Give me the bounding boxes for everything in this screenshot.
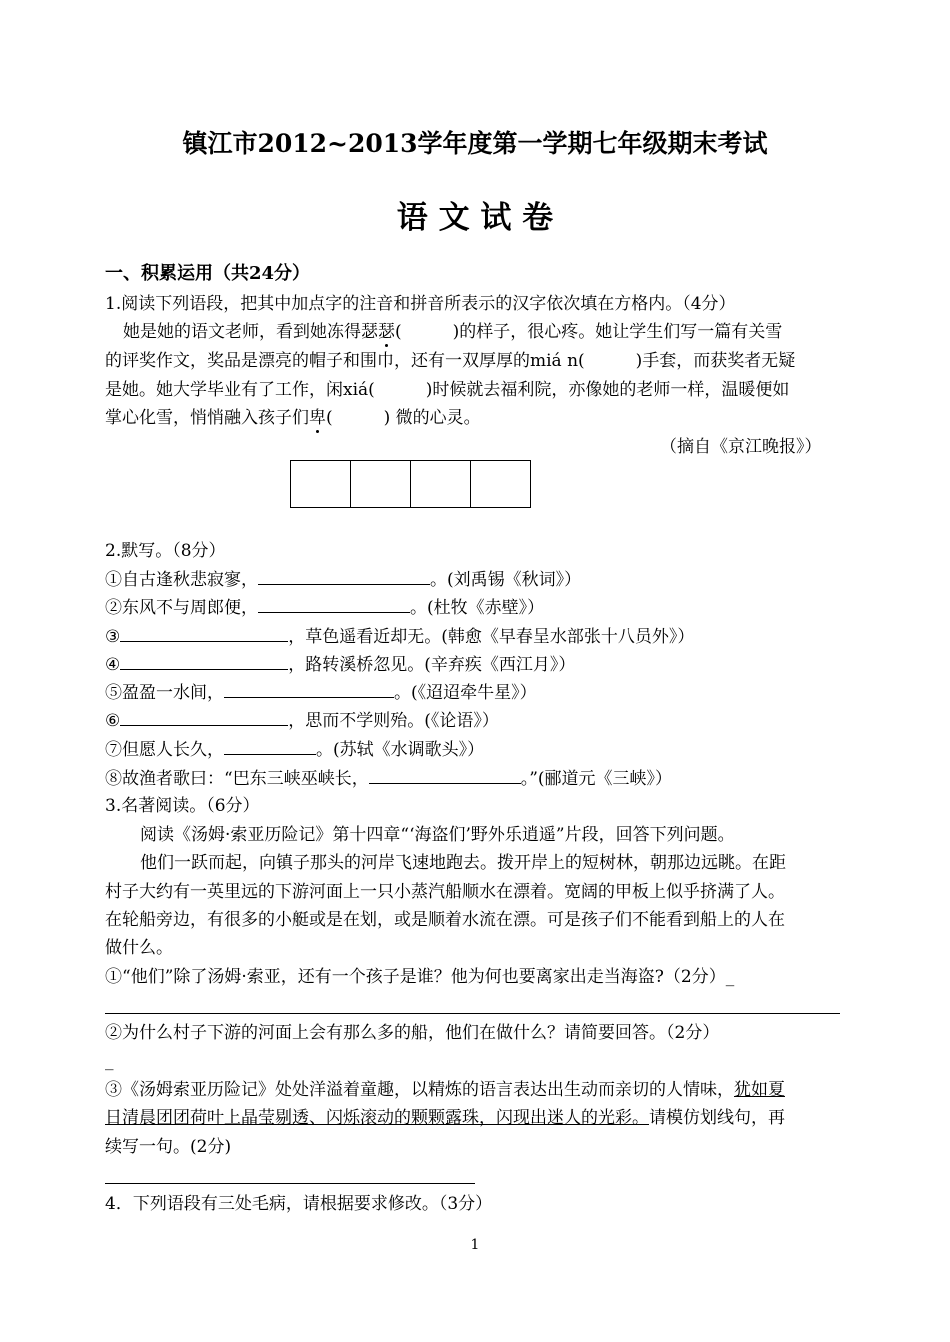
fill-blank[interactable] <box>258 596 410 613</box>
q3-intro: 阅读《汤姆·索亚历险记》第十四章“‘海盗们’野外乐逍遥”片段，回答下列问题。 <box>140 825 735 845</box>
fill-blank[interactable] <box>224 681 394 698</box>
answer-line[interactable] <box>105 1013 840 1014</box>
fill-blank[interactable] <box>120 625 288 642</box>
q3-subquestion-2: ②为什么村子下游的河面上会有那么多的船，他们在做什么？请简要回答。（2分） <box>105 1023 720 1043</box>
q1-passage-line1: 她是她的语文老师，看到她冻得瑟瑟( )的样子，很心疼。她让学生们写一篇有关雪 <box>123 322 783 342</box>
dotted-char: 卑 <box>309 408 326 428</box>
q2-prompt: 2.默写。（8分） <box>105 541 226 561</box>
q2-item-8: ⑧故渔者歌曰：“巴东三峡巫峡长， 。”(郦道元《三峡》） <box>105 769 673 789</box>
q1-source: （摘自《京江晚报》） <box>660 437 822 457</box>
q3-excerpt-line4: 做什么。 <box>105 938 173 958</box>
fill-blank[interactable] <box>369 767 521 784</box>
q2-item-6: ⑥ ，思而不学则殆。(《论语》） <box>105 711 499 731</box>
q3-excerpt-line3: 在轮船旁边，有很多的小艇或是在划，或是顺着水流在漂。可是孩子们不能看到船上的人在 <box>105 910 785 930</box>
answer-box[interactable] <box>351 461 411 507</box>
q1-prompt: 1.阅读下列语段，把其中加点字的注音和拼音所表示的汉字依次填在方格内。（4分） <box>105 294 736 314</box>
q3-subquestion-1: ①“他们”除了汤姆·索亚，还有一个孩子是谁？他为何也要离家出走当海盗?（2分）_ <box>105 967 735 987</box>
section-heading: 一、积累运用（共24分） <box>105 263 311 284</box>
page-number: 1 <box>470 1237 480 1253</box>
answer-mark: _ <box>105 1051 114 1071</box>
q1-passage-line2: 的评奖作文，奖品是漂亮的帽子和围巾，还有一双厚厚的miá n( )手套，而获奖者无疑 <box>105 351 796 371</box>
answer-box[interactable] <box>291 461 351 507</box>
fill-blank[interactable] <box>258 568 430 585</box>
q2-item-2: ②东风不与周郎便， 。(杜牧《赤壁》） <box>105 598 545 618</box>
q2-item-3: ③ ，草色遥看近却无。(韩愈《早春呈水部张十八员外》） <box>105 627 695 647</box>
q2-item-1: ①自古逢秋悲寂寥， 。(刘禹锡《秋词》） <box>105 570 582 590</box>
q2-item-4: ④ ，路转溪桥忽见。(辛弃疾《西江月》） <box>105 655 576 675</box>
exam-subtitle: 语 文 试 卷 <box>396 200 554 236</box>
fill-blank[interactable] <box>120 709 288 726</box>
q3-subquestion-3-line3: 续写一句。(2分) <box>105 1137 232 1157</box>
q3-subquestion-3-line2: 日清晨团团荷叶上晶莹剔透、闪烁滚动的颗颗露珠，闪现出迷人的光彩。请模仿划线句，再 <box>105 1108 785 1128</box>
q3-excerpt-line2: 村子大约有一英里远的下游河面上一只小蒸汽船顺水在漂着。宽阔的甲板上似乎挤满了人。 <box>105 882 785 902</box>
underlined-sentence: 日清晨团团荷叶上晶莹剔透、闪烁滚动的颗颗露珠，闪现出迷人的光彩。 <box>105 1108 649 1128</box>
q4-prompt: 4．下列语段有三处毛病，请根据要求修改。（3分） <box>105 1194 493 1214</box>
q1-passage-line4: 掌心化雪，悄悄融入孩子们卑( ) 微的心灵。 <box>105 408 481 428</box>
underlined-sentence: 犹如夏 <box>734 1080 785 1100</box>
q2-item-5: ⑤盈盈一水间， 。(《迢迢牵牛星》） <box>105 683 537 703</box>
answer-line[interactable] <box>105 1183 475 1184</box>
q1-passage-line3: 是她。她大学毕业有了工作，闲xiá( )时候就去福利院，亦像她的老师一样，温暖便如 <box>105 380 790 400</box>
q3-excerpt-line1: 他们一跃而起，向镇子那头的河岸飞速地跑去。拨开岸上的短树林，朝那边远眺。在距 <box>140 853 786 873</box>
answer-boxes <box>290 460 531 508</box>
q3-prompt: 3.名著阅读。（6分） <box>105 796 260 816</box>
fill-blank[interactable] <box>224 738 316 755</box>
fill-blank[interactable] <box>120 653 288 670</box>
q2-item-7: ⑦但愿人长久， 。(苏轼《水调歌头》） <box>105 740 485 760</box>
answer-box[interactable] <box>471 461 530 507</box>
answer-box[interactable] <box>411 461 471 507</box>
exam-title: 镇江市2012~2013学年度第一学期七年级期末考试 <box>182 129 768 158</box>
q3-subquestion-3-line1: ③《汤姆索亚历险记》处处洋溢着童趣，以精炼的语言表达出生动而亲切的人情味，犹如夏 <box>105 1080 785 1100</box>
dotted-char: 瑟 <box>378 322 395 342</box>
